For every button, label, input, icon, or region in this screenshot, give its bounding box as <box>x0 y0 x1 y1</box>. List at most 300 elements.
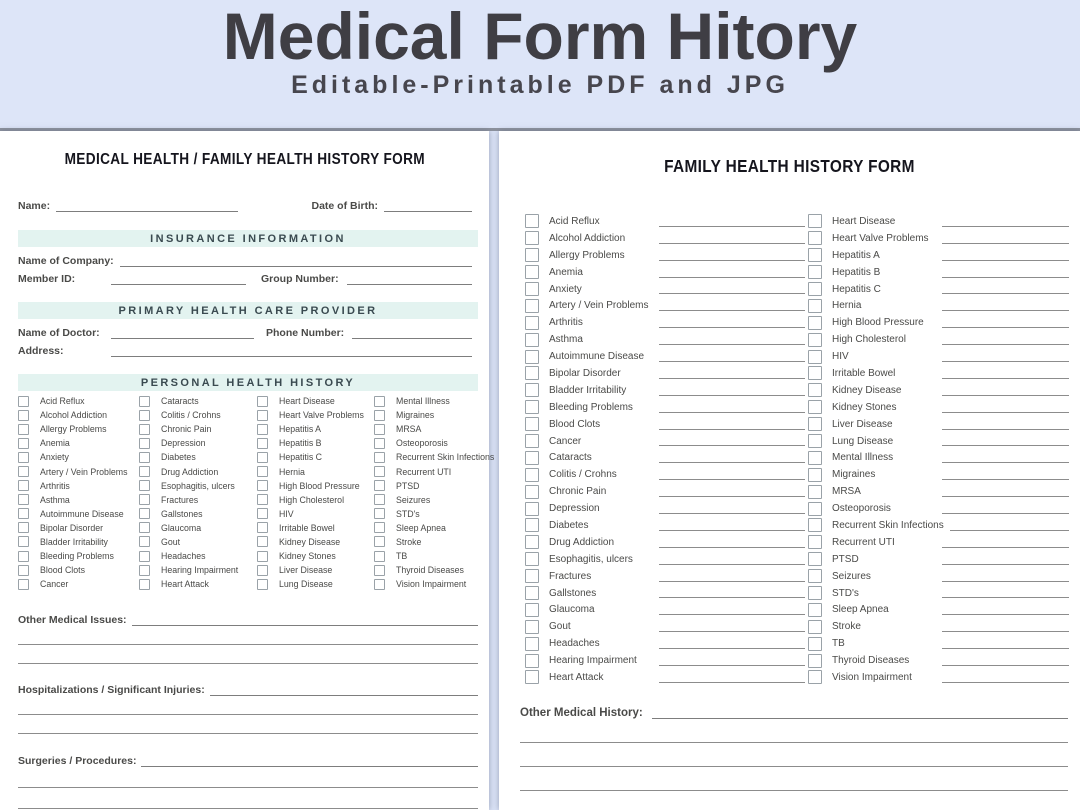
personal-condition-label: Chronic Pain <box>161 424 212 435</box>
personal-condition-row <box>139 493 256 507</box>
family-condition-checkbox[interactable] <box>525 265 539 279</box>
family-condition-checkbox[interactable] <box>525 282 539 296</box>
hospitalizations-field[interactable] <box>210 695 478 696</box>
family-condition-row <box>525 433 805 450</box>
family-condition-checkbox[interactable] <box>525 637 539 651</box>
personal-condition-label: Irritable Bowel <box>279 522 335 533</box>
family-condition-write-in-line[interactable] <box>950 529 1069 531</box>
member-group-row <box>18 270 472 285</box>
personal-condition-checkbox[interactable] <box>18 480 29 491</box>
family-condition-checkbox[interactable] <box>525 569 539 583</box>
family-condition-row <box>808 568 1069 585</box>
personal-condition-checkbox[interactable] <box>374 536 385 547</box>
family-condition-write-in-line[interactable] <box>942 292 1069 294</box>
personal-condition-checkbox[interactable] <box>374 579 385 590</box>
family-condition-write-in-line[interactable] <box>659 343 805 345</box>
family-condition-write-in-line[interactable] <box>659 394 805 396</box>
family-condition-label: Hearing Impairment <box>549 655 637 667</box>
family-condition-write-in-line[interactable] <box>659 428 805 430</box>
personal-condition-checkbox[interactable] <box>257 536 268 547</box>
family-condition-checkbox[interactable] <box>808 468 822 482</box>
personal-condition-checkbox[interactable] <box>139 480 150 491</box>
family-condition-row <box>808 348 1069 365</box>
personal-condition-checkbox[interactable] <box>18 494 29 505</box>
family-condition-write-in-line[interactable] <box>659 259 805 261</box>
family-condition-row <box>525 483 805 500</box>
personal-condition-row <box>257 408 373 422</box>
phone-field[interactable] <box>352 323 472 339</box>
family-condition-write-in-line[interactable] <box>942 326 1069 328</box>
family-condition-write-in-line[interactable] <box>659 461 805 463</box>
family-condition-write-in-line[interactable] <box>942 360 1069 362</box>
personal-condition-row <box>18 577 138 591</box>
personal-condition-row <box>257 577 373 591</box>
personal-condition-checkbox[interactable] <box>257 424 268 435</box>
banner-subtitle: Editable-Printable PDF and JPG <box>291 71 789 100</box>
personal-history-column-3 <box>257 394 373 591</box>
family-condition-checkbox[interactable] <box>525 417 539 431</box>
personal-condition-row <box>139 479 256 493</box>
personal-condition-checkbox[interactable] <box>18 466 29 477</box>
personal-condition-row <box>257 394 373 408</box>
family-condition-write-in-line[interactable] <box>659 580 805 582</box>
group-number-field[interactable] <box>347 269 472 285</box>
family-condition-checkbox[interactable] <box>525 366 539 380</box>
family-condition-label: Asthma <box>549 334 583 346</box>
family-condition-write-in-line[interactable] <box>659 444 805 446</box>
family-condition-write-in-line[interactable] <box>659 630 805 632</box>
family-condition-checkbox[interactable] <box>525 670 539 684</box>
family-condition-row <box>525 230 805 247</box>
personal-condition-checkbox[interactable] <box>374 424 385 435</box>
family-condition-write-in-line[interactable] <box>659 495 805 497</box>
personal-condition-label: Bipolar Disorder <box>40 522 104 533</box>
company-row <box>18 252 472 267</box>
family-history-column-2 <box>808 213 1069 686</box>
personal-condition-checkbox[interactable] <box>374 410 385 421</box>
personal-condition-label: Autoimmune Disease <box>40 508 124 519</box>
other-medical-issues-line[interactable] <box>18 645 478 664</box>
personal-condition-label: High Cholesterol <box>279 494 345 505</box>
personal-condition-checkbox[interactable] <box>18 522 29 533</box>
personal-condition-label: Migraines <box>396 410 435 421</box>
personal-condition-checkbox[interactable] <box>18 579 29 590</box>
member-id-field[interactable] <box>111 269 246 285</box>
personal-condition-checkbox[interactable] <box>257 508 268 519</box>
family-condition-write-in-line[interactable] <box>942 630 1069 632</box>
personal-condition-label: Colitis / Crohns <box>161 410 221 421</box>
personal-condition-checkbox[interactable] <box>257 452 268 463</box>
family-condition-checkbox[interactable] <box>525 586 539 600</box>
family-condition-checkbox[interactable] <box>808 620 822 634</box>
family-condition-checkbox[interactable] <box>525 383 539 397</box>
personal-condition-checkbox[interactable] <box>374 565 385 576</box>
other-medical-history-label: Other Medical History: <box>520 707 643 719</box>
family-condition-row <box>525 517 805 534</box>
personal-condition-checkbox[interactable] <box>374 480 385 491</box>
family-condition-write-in-line[interactable] <box>942 225 1069 227</box>
family-condition-checkbox[interactable] <box>808 485 822 499</box>
family-condition-write-in-line[interactable] <box>659 613 805 615</box>
family-condition-write-in-line[interactable] <box>942 681 1069 683</box>
family-condition-write-in-line[interactable] <box>659 596 805 598</box>
other-medical-history-line[interactable] <box>520 719 1068 743</box>
family-condition-checkbox[interactable] <box>808 569 822 583</box>
personal-condition-checkbox[interactable] <box>257 410 268 421</box>
family-condition-row <box>525 635 805 652</box>
surgeries-label: Surgeries / Procedures: <box>18 755 137 767</box>
family-condition-checkbox[interactable] <box>808 654 822 668</box>
family-condition-checkbox[interactable] <box>525 214 539 228</box>
other-medical-issues-line[interactable] <box>18 626 478 645</box>
personal-condition-checkbox[interactable] <box>374 494 385 505</box>
family-condition-label: Vision Impairment <box>832 671 912 683</box>
family-condition-checkbox[interactable] <box>525 620 539 634</box>
personal-condition-label: Glaucoma <box>161 522 202 533</box>
personal-condition-row <box>18 521 138 535</box>
personal-condition-checkbox[interactable] <box>374 551 385 562</box>
family-condition-label: MRSA <box>832 486 861 498</box>
family-condition-checkbox[interactable] <box>808 265 822 279</box>
surgeries-field[interactable] <box>141 766 478 767</box>
family-condition-label: Alcohol Addiction <box>549 232 626 244</box>
family-condition-write-in-line[interactable] <box>942 343 1069 345</box>
personal-condition-checkbox[interactable] <box>139 536 150 547</box>
family-condition-checkbox[interactable] <box>525 451 539 465</box>
surgeries-block <box>18 751 478 809</box>
family-condition-checkbox[interactable] <box>525 603 539 617</box>
family-condition-checkbox[interactable] <box>808 231 822 245</box>
family-condition-checkbox[interactable] <box>525 231 539 245</box>
family-condition-write-in-line[interactable] <box>942 478 1069 480</box>
family-condition-checkbox[interactable] <box>525 518 539 532</box>
personal-condition-checkbox[interactable] <box>139 579 150 590</box>
address-row <box>18 342 472 357</box>
personal-condition-checkbox[interactable] <box>257 466 268 477</box>
family-condition-checkbox[interactable] <box>808 366 822 380</box>
family-condition-row <box>525 348 805 365</box>
personal-condition-row <box>374 394 478 408</box>
family-condition-checkbox[interactable] <box>808 248 822 262</box>
insurance-section-header: INSURANCE INFORMATION <box>18 230 478 247</box>
family-condition-label: Fractures <box>549 570 592 582</box>
member-id-label: Member ID: <box>18 273 76 285</box>
personal-condition-checkbox[interactable] <box>374 522 385 533</box>
personal-condition-label: Anemia <box>40 438 70 449</box>
family-condition-checkbox[interactable] <box>525 333 539 347</box>
personal-condition-checkbox[interactable] <box>18 508 29 519</box>
personal-condition-checkbox[interactable] <box>139 565 150 576</box>
personal-condition-label: Headaches <box>161 551 206 562</box>
personal-condition-checkbox[interactable] <box>257 522 268 533</box>
personal-condition-checkbox[interactable] <box>139 396 150 407</box>
other-medical-history-line[interactable] <box>520 743 1068 767</box>
family-condition-label: Hepatitis A <box>832 249 880 261</box>
personal-condition-checkbox[interactable] <box>139 522 150 533</box>
hospitalizations-line[interactable] <box>18 715 478 734</box>
personal-condition-checkbox[interactable] <box>374 452 385 463</box>
company-label: Name of Company: <box>18 255 114 267</box>
personal-condition-label: Recurrent UTI <box>396 466 452 477</box>
personal-condition-checkbox[interactable] <box>18 410 29 421</box>
family-condition-write-in-line[interactable] <box>659 512 805 514</box>
family-condition-write-in-line[interactable] <box>659 242 805 244</box>
personal-condition-checkbox[interactable] <box>18 438 29 449</box>
family-condition-label: Liver Disease <box>832 418 893 430</box>
other-medical-history-line[interactable] <box>520 767 1068 791</box>
family-condition-label: Diabetes <box>549 519 589 531</box>
personal-condition-row <box>257 479 373 493</box>
family-condition-row <box>525 449 805 466</box>
personal-condition-label: Artery / Vein Problems <box>40 466 128 477</box>
banner <box>0 0 1080 131</box>
personal-condition-label: Thyroid Diseases <box>396 565 464 576</box>
personal-condition-row <box>374 577 478 591</box>
family-condition-checkbox[interactable] <box>525 248 539 262</box>
family-condition-write-in-line[interactable] <box>659 529 805 531</box>
family-condition-row <box>525 314 805 331</box>
personal-condition-checkbox[interactable] <box>374 508 385 519</box>
personal-condition-row <box>257 493 373 507</box>
family-condition-write-in-line[interactable] <box>659 647 805 649</box>
personal-condition-checkbox[interactable] <box>139 551 150 562</box>
family-condition-checkbox[interactable] <box>808 535 822 549</box>
family-condition-label: Hepatitis C <box>832 283 881 295</box>
family-condition-label: Hepatitis B <box>832 266 881 278</box>
family-condition-checkbox[interactable] <box>808 214 822 228</box>
family-condition-checkbox[interactable] <box>808 670 822 684</box>
family-condition-write-in-line[interactable] <box>659 309 805 311</box>
personal-condition-checkbox[interactable] <box>139 466 150 477</box>
family-condition-label: High Blood Pressure <box>832 317 924 329</box>
family-condition-checkbox[interactable] <box>525 299 539 313</box>
personal-condition-checkbox[interactable] <box>18 452 29 463</box>
family-condition-row <box>808 382 1069 399</box>
family-condition-label: Heart Valve Problems <box>832 232 929 244</box>
family-condition-checkbox[interactable] <box>808 451 822 465</box>
family-condition-row <box>808 281 1069 298</box>
personal-condition-checkbox[interactable] <box>139 508 150 519</box>
family-condition-write-in-line[interactable] <box>659 225 805 227</box>
family-condition-checkbox[interactable] <box>808 434 822 448</box>
family-condition-write-in-line[interactable] <box>942 495 1069 497</box>
personal-condition-row <box>18 394 138 408</box>
family-condition-row <box>808 331 1069 348</box>
family-condition-checkbox[interactable] <box>808 350 822 364</box>
family-condition-write-in-line[interactable] <box>659 326 805 328</box>
personal-condition-checkbox[interactable] <box>18 396 29 407</box>
family-condition-checkbox[interactable] <box>808 518 822 532</box>
family-condition-write-in-line[interactable] <box>942 444 1069 446</box>
personal-condition-row <box>18 436 138 450</box>
personal-condition-checkbox[interactable] <box>257 480 268 491</box>
personal-condition-checkbox[interactable] <box>257 551 268 562</box>
phone-label: Phone Number: <box>266 327 345 339</box>
family-condition-row <box>525 281 805 298</box>
family-condition-write-in-line[interactable] <box>942 546 1069 548</box>
hospitalizations-line[interactable] <box>18 696 478 715</box>
family-condition-label: Cataracts <box>549 452 592 464</box>
banner-title: Medical Form Hitory <box>222 0 858 73</box>
family-condition-write-in-line[interactable] <box>659 292 805 294</box>
family-condition-checkbox[interactable] <box>525 350 539 364</box>
family-condition-checkbox[interactable] <box>808 400 822 414</box>
personal-condition-row <box>139 394 256 408</box>
family-condition-write-in-line[interactable] <box>659 546 805 548</box>
family-condition-write-in-line[interactable] <box>942 461 1069 463</box>
personal-condition-label: Bladder Irritability <box>40 536 108 547</box>
personal-condition-row <box>139 549 256 563</box>
family-condition-row <box>525 399 805 416</box>
other-medical-history-field[interactable] <box>652 718 1068 719</box>
family-condition-row <box>808 500 1069 517</box>
hospitalizations-label: Hospitalizations / Significant Injuries: <box>18 684 205 696</box>
family-condition-write-in-line[interactable] <box>942 276 1069 278</box>
personal-condition-checkbox[interactable] <box>18 536 29 547</box>
family-condition-checkbox[interactable] <box>525 552 539 566</box>
family-condition-write-in-line[interactable] <box>659 664 805 666</box>
family-condition-write-in-line[interactable] <box>942 647 1069 649</box>
medical-health-form-page <box>0 131 495 810</box>
family-condition-checkbox[interactable] <box>525 434 539 448</box>
family-condition-checkbox[interactable] <box>808 417 822 431</box>
family-condition-checkbox[interactable] <box>808 316 822 330</box>
family-condition-checkbox[interactable] <box>525 400 539 414</box>
family-condition-write-in-line[interactable] <box>659 411 805 413</box>
personal-condition-checkbox[interactable] <box>139 452 150 463</box>
personal-condition-row <box>18 535 138 549</box>
personal-condition-checkbox[interactable] <box>257 565 268 576</box>
family-condition-row <box>808 213 1069 230</box>
family-condition-write-in-line[interactable] <box>659 563 805 565</box>
personal-condition-checkbox[interactable] <box>257 579 268 590</box>
personal-condition-checkbox[interactable] <box>18 565 29 576</box>
family-condition-write-in-line[interactable] <box>942 242 1069 244</box>
family-condition-checkbox[interactable] <box>525 535 539 549</box>
personal-condition-checkbox[interactable] <box>139 410 150 421</box>
personal-condition-label: Kidney Disease <box>279 536 341 547</box>
personal-condition-checkbox[interactable] <box>139 438 150 449</box>
family-condition-checkbox[interactable] <box>525 316 539 330</box>
personal-condition-row <box>18 450 138 464</box>
personal-condition-checkbox[interactable] <box>257 396 268 407</box>
family-condition-write-in-line[interactable] <box>942 309 1069 311</box>
personal-condition-row <box>374 563 478 577</box>
company-field[interactable] <box>120 251 472 267</box>
family-condition-checkbox[interactable] <box>808 552 822 566</box>
family-condition-write-in-line[interactable] <box>942 613 1069 615</box>
family-condition-write-in-line[interactable] <box>942 411 1069 413</box>
personal-condition-checkbox[interactable] <box>139 424 150 435</box>
family-condition-row <box>808 551 1069 568</box>
personal-condition-checkbox[interactable] <box>374 396 385 407</box>
family-condition-checkbox[interactable] <box>525 654 539 668</box>
family-condition-label: Kidney Disease <box>832 384 902 396</box>
family-condition-write-in-line[interactable] <box>659 478 805 480</box>
family-condition-checkbox[interactable] <box>525 485 539 499</box>
personal-condition-row <box>257 464 373 478</box>
personal-condition-row <box>18 422 138 436</box>
family-condition-write-in-line[interactable] <box>659 681 805 683</box>
family-condition-write-in-line[interactable] <box>942 664 1069 666</box>
family-condition-checkbox[interactable] <box>808 282 822 296</box>
family-condition-label: Bipolar Disorder <box>549 367 621 379</box>
family-condition-checkbox[interactable] <box>808 502 822 516</box>
family-condition-label: Irritable Bowel <box>832 367 896 379</box>
personal-condition-checkbox[interactable] <box>374 438 385 449</box>
family-condition-checkbox[interactable] <box>808 383 822 397</box>
family-condition-write-in-line[interactable] <box>659 377 805 379</box>
other-medical-issues-field[interactable] <box>132 625 478 626</box>
family-condition-row <box>808 264 1069 281</box>
personal-condition-label: HIV <box>279 508 294 519</box>
family-condition-row <box>808 433 1069 450</box>
family-condition-label: HIV <box>832 351 849 363</box>
personal-condition-checkbox[interactable] <box>18 551 29 562</box>
family-condition-checkbox[interactable] <box>808 333 822 347</box>
personal-condition-row <box>257 535 373 549</box>
family-condition-write-in-line[interactable] <box>659 276 805 278</box>
family-condition-write-in-line[interactable] <box>942 428 1069 430</box>
personal-condition-checkbox[interactable] <box>139 494 150 505</box>
address-field[interactable] <box>111 341 472 357</box>
personal-condition-label: TB <box>396 551 408 562</box>
family-condition-checkbox[interactable] <box>808 603 822 617</box>
dob-field[interactable] <box>384 196 472 212</box>
family-condition-write-in-line[interactable] <box>942 580 1069 582</box>
personal-condition-checkbox[interactable] <box>374 466 385 477</box>
family-condition-row <box>525 382 805 399</box>
personal-condition-checkbox[interactable] <box>257 494 268 505</box>
family-condition-write-in-line[interactable] <box>942 563 1069 565</box>
family-condition-write-in-line[interactable] <box>942 512 1069 514</box>
family-condition-label: Artery / Vein Problems <box>549 300 649 312</box>
family-condition-row <box>808 399 1069 416</box>
family-condition-write-in-line[interactable] <box>942 259 1069 261</box>
family-condition-label: Arthritis <box>549 317 583 329</box>
personal-condition-label: Anxiety <box>40 452 69 463</box>
personal-condition-checkbox[interactable] <box>18 424 29 435</box>
family-condition-checkbox[interactable] <box>525 468 539 482</box>
personal-condition-label: Mental Illness <box>396 396 450 407</box>
personal-condition-row <box>139 535 256 549</box>
family-condition-label: Acid Reflux <box>549 215 600 227</box>
personal-condition-label: Acid Reflux <box>40 396 85 407</box>
personal-condition-row <box>18 563 138 577</box>
personal-condition-label: Esophagitis, ulcers <box>161 480 235 491</box>
doctor-field[interactable] <box>111 323 254 339</box>
family-condition-write-in-line[interactable] <box>942 596 1069 598</box>
family-condition-label: TB <box>832 638 845 650</box>
family-condition-write-in-line[interactable] <box>942 394 1069 396</box>
surgeries-line[interactable] <box>18 788 478 809</box>
surgeries-line[interactable] <box>18 767 478 788</box>
family-form-title: FAMILY HEALTH HISTORY FORM <box>664 156 915 176</box>
family-condition-row <box>525 466 805 483</box>
family-condition-write-in-line[interactable] <box>659 360 805 362</box>
family-condition-label: Osteoporosis <box>832 503 891 515</box>
family-condition-checkbox[interactable] <box>525 502 539 516</box>
family-condition-write-in-line[interactable] <box>942 377 1069 379</box>
family-condition-checkbox[interactable] <box>808 637 822 651</box>
family-condition-checkbox[interactable] <box>808 586 822 600</box>
name-field[interactable] <box>56 196 238 212</box>
family-condition-row <box>525 247 805 264</box>
personal-condition-checkbox[interactable] <box>257 438 268 449</box>
family-condition-checkbox[interactable] <box>808 299 822 313</box>
personal-condition-label: Hepatitis C <box>279 452 323 463</box>
personal-history-column-2 <box>139 394 256 591</box>
